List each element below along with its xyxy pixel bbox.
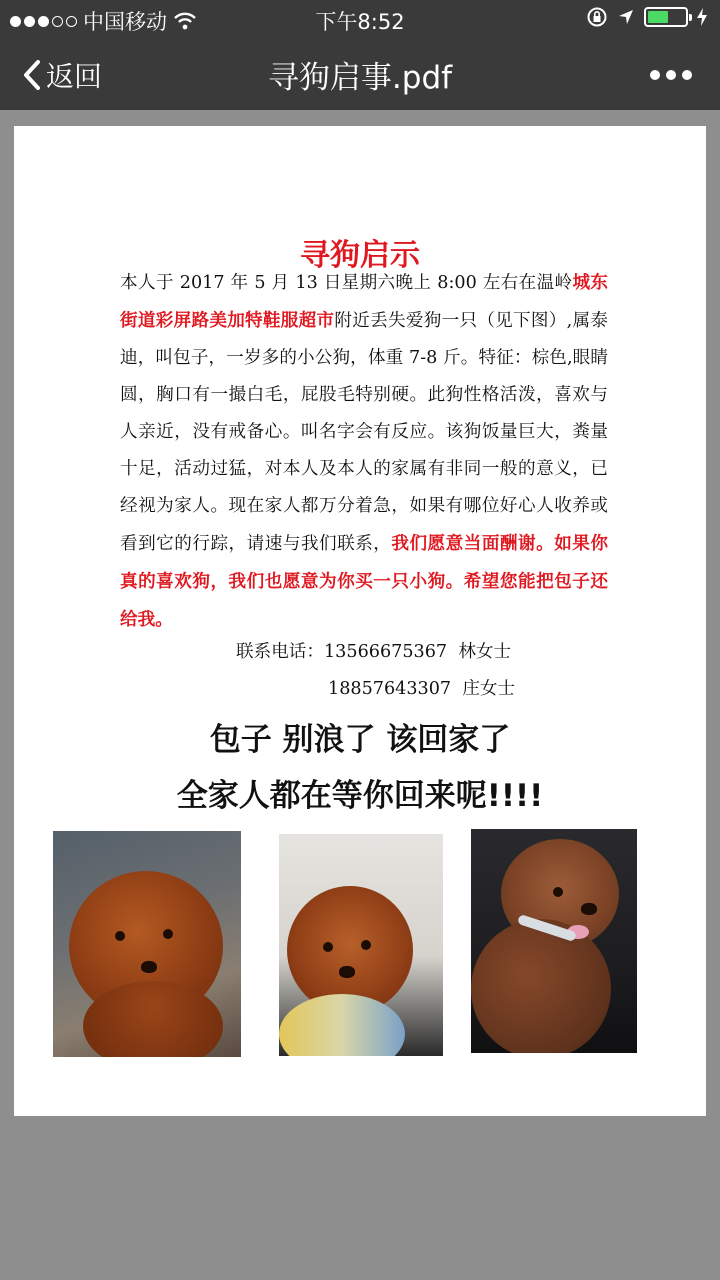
chevron-left-icon [22, 59, 42, 91]
pdf-page [14, 126, 706, 1116]
battery-fill [648, 11, 668, 23]
battery-icon [644, 7, 688, 27]
document-title: 寻狗启示 [300, 238, 420, 273]
back-label: 返回 [46, 60, 103, 93]
location-arrow-icon [616, 7, 636, 27]
body-text-location: 城东街道彩屏路美加特鞋服超市 [120, 272, 608, 331]
body-text-1: 本人于 2017 年 5 月 13 日星期六晚上 8:00 左右在温岭 [120, 273, 573, 293]
document-body [120, 264, 608, 639]
status-bar [0, 0, 720, 36]
carrier-label: 中国移动 [83, 10, 167, 34]
contact-row-1 [236, 638, 511, 663]
more-dots-icon[interactable] [650, 70, 692, 80]
contact-phone-1[interactable]: 13566675367 [323, 642, 448, 662]
contact-name-1: 林女士 [458, 642, 512, 662]
dog-photo-1 [53, 831, 241, 1057]
rotation-lock-icon [586, 6, 608, 28]
headline-2: 全家人都在等你回来呢!!!! [176, 778, 544, 814]
body-text-2: 附近丢失爱狗一只（见下图）,属泰迪，叫包子，一岁多的小公狗，体重 7-8 斤。特征：棕色,眼睛圆，胸口有一撮白毛，屁股毛特别硬。此狗性格活泼，喜欢与人亲近，没有戒备心。叫名字会有反应。该狗饭量巨大，粪量十足，活动过猛，对本人及本人的家属有非同一般的意义，已经视为家人。现在家人都万分着急，如果有哪位好心人收养或看到它的行踪，请速与我们联系， [120, 311, 608, 554]
pdf-viewer[interactable] [0, 110, 720, 1280]
status-right [586, 6, 708, 28]
charging-bolt-icon [696, 7, 708, 27]
nav-bar [0, 36, 720, 110]
contact-label: 联系电话： [236, 642, 324, 662]
dog-photo-2 [279, 834, 443, 1056]
body-text-reward: 我们愿意当面酬谢。如果你真的喜欢狗，我们也愿意为你买一只小狗。希望您能把包子还给我。 [120, 533, 608, 630]
contact-phone-2[interactable]: 18857643307 [328, 679, 452, 699]
headline-1: 包子 别浪了 该回家了 [209, 722, 511, 758]
contact-row-2 [328, 675, 515, 700]
back-button[interactable] [22, 55, 102, 95]
nav-title: 寻狗启事.pdf [267, 60, 453, 96]
contact-name-2: 庄女士 [462, 679, 516, 699]
dog-photo-3 [471, 829, 637, 1053]
status-time: 下午8:52 [315, 10, 405, 34]
